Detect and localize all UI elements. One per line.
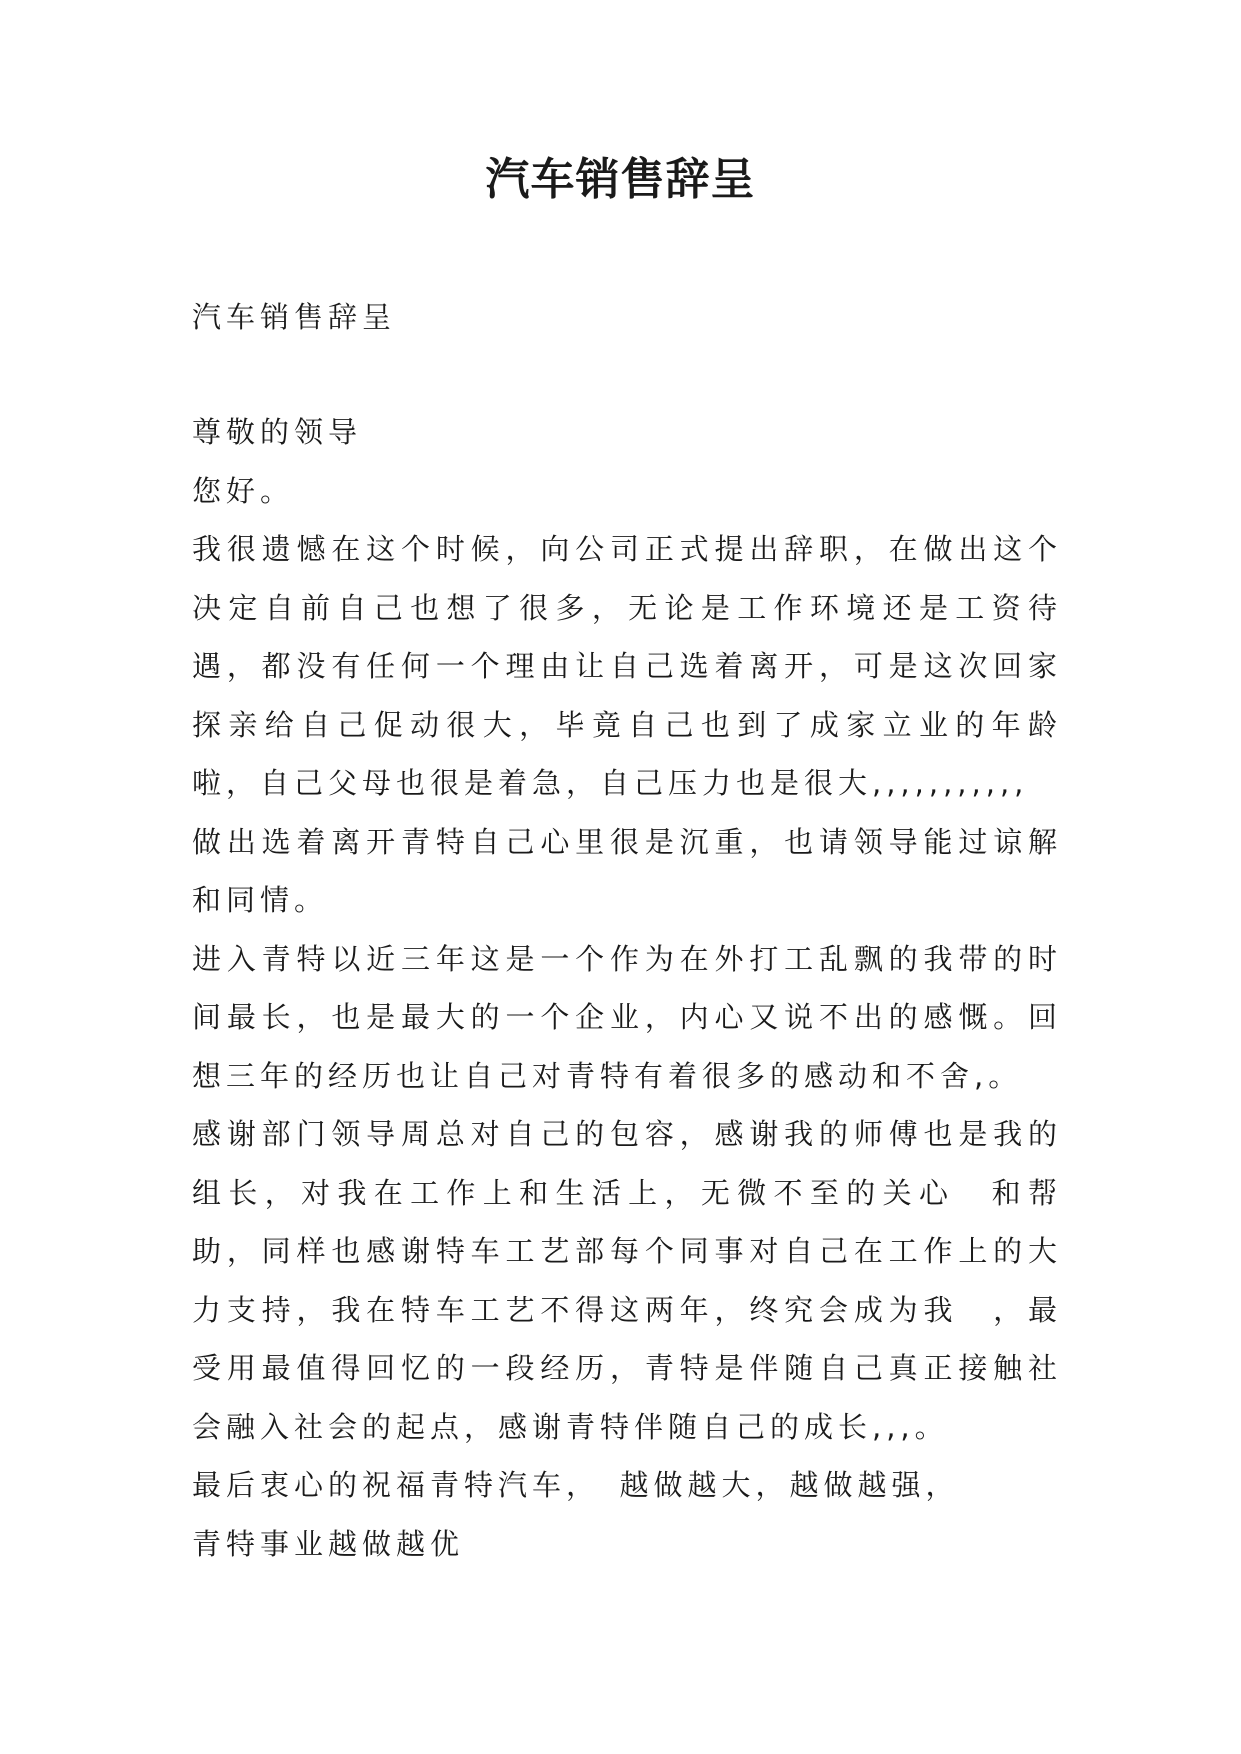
body-paragraph: 进入青特以近三年这是一个作为在外打工乱飘的我带的时间最长，也是最大的一个企业，内心又说不出的感慨。回想三年的经历也让自己对青特有着很多的感动和不舍,。 — [192, 941, 1062, 1093]
document-subtitle: 汽车销售辞呈 — [192, 300, 397, 334]
closing-line: 青特事业越做越优 — [192, 1526, 465, 1561]
body-paragraph: 我很遗憾在这个时候，向公司正式提出辞职，在做出这个决定自前自己也想了很多，无论是工作环境还是工资待遇，都没有任何一个理由让自己选着离开，可是这次回家探亲给自己促动很大，毕竟自己也到了成家立业的年龄啦，自己父母也很是着急，自己压力也是很大,,,,,,,,,,, — [192, 532, 1062, 800]
letter-body — [192, 403, 1062, 1573]
document-title: 汽车销售辞呈 — [485, 154, 756, 205]
greeting: 您好。 — [192, 473, 295, 508]
closing-line: 最后衷心的祝福青特汽车， 越做越大，越做越强， — [192, 1468, 960, 1502]
body-paragraph: 做出选着离开青特自己心里很是沉重，也请领导能过谅解和同情。 — [192, 824, 1062, 917]
body-paragraph: 感谢部门领导周总对自己的包容，感谢我的师傅也是我的组长，对我在工作上和生活上，无微不至的关心 和帮助，同样也感谢特车工艺部每个同事对自己在工作上的大力支持，我在特车工艺不得这两年，终究会成为我 ，最受用最值得回忆的一段经历，青特是伴随自己真正接触社会融入社会的起点，感谢青特伴随自己的成长,,,。 — [192, 1117, 1062, 1444]
salutation: 尊敬的领导 — [192, 415, 363, 449]
